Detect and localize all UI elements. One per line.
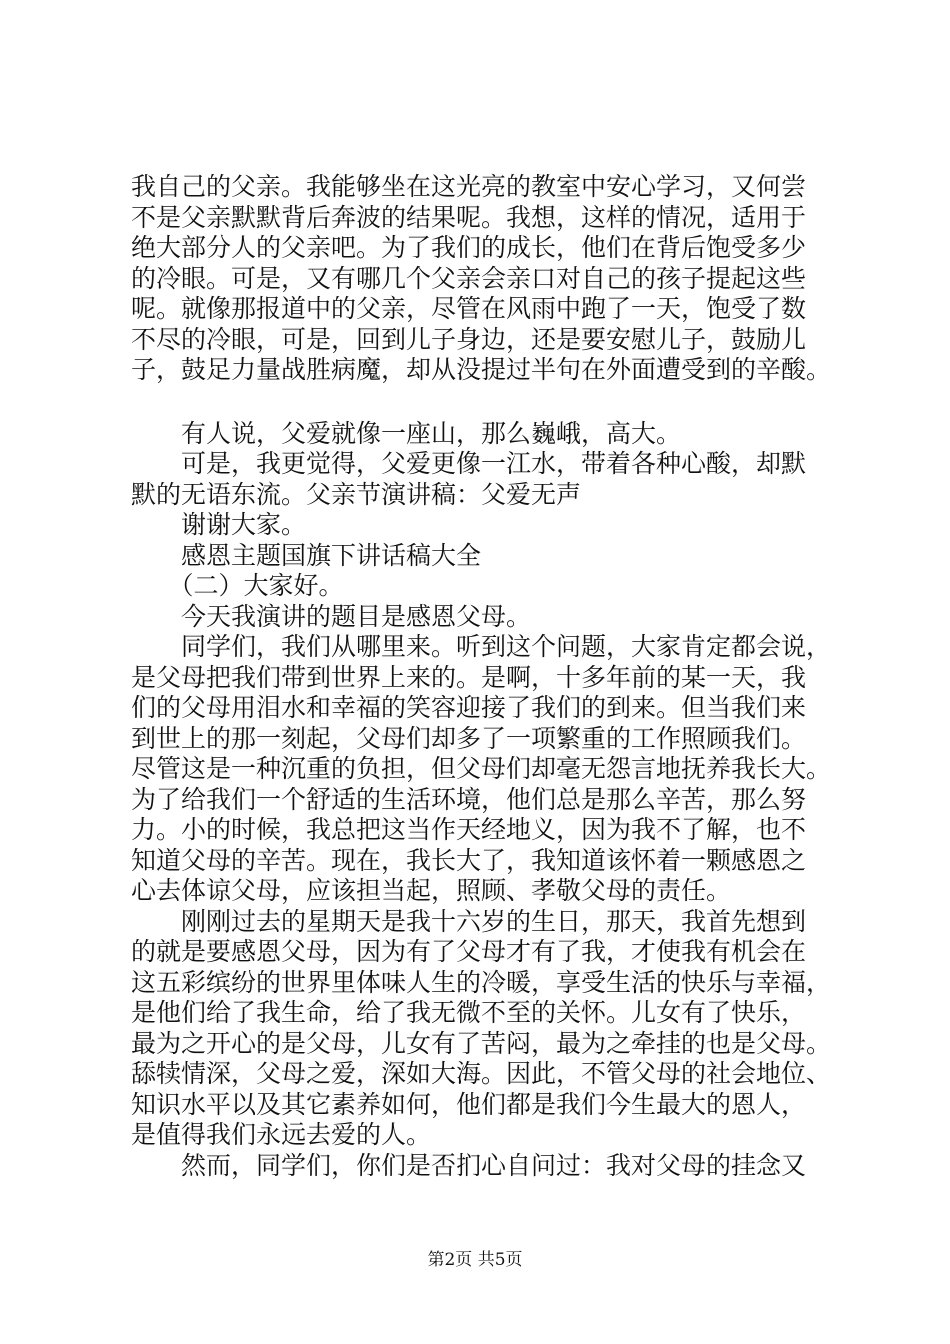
text-line: 刚刚过去的星期天是我十六岁的生日，那天，我首先想到	[131, 906, 807, 936]
text-line: 是父母把我们带到世界上来的。是啊，十多年前的某一天，我	[131, 662, 807, 692]
text-line: 知识水平以及其它素养如何，他们都是我们今生最大的恩人，	[131, 1089, 807, 1119]
text-line: 默的无语东流。父亲节演讲稿：父爱无声	[131, 479, 582, 509]
text-line: （二）大家好。	[131, 571, 344, 600]
text-line: 绝大部分人的父亲吧。为了我们的成长，他们在背后饱受多少	[131, 233, 807, 262]
paragraph-gap	[131, 386, 851, 419]
text-line: 是值得我们永远去爱的人。	[131, 1120, 432, 1149]
text-line: 到世上的那一刻起，父母们却多了一项繁重的工作照顾我们。	[131, 723, 807, 753]
text-line: 有人说，父爱就像一座山，那么巍峨，高大。	[131, 418, 682, 448]
text-line: 不是父亲默默背后奔波的结果呢。我想，这样的情况，适用于	[131, 202, 807, 232]
page-number-label: 第2页 共5页	[427, 1250, 523, 1270]
text-line: 为了给我们一个舒适的生活环境，他们总是那么辛苦，那么努	[131, 784, 807, 814]
text-line: 呢。就像那报道中的父亲，尽管在风雨中跑了一天，饱受了数	[131, 294, 807, 323]
text-line: 心去体谅父母，应该担当起，照顾、孝敬父母的责任。	[131, 876, 732, 905]
text-line: 的就是要感恩父母，因为有了父母才有了我，才使我有机会在	[131, 937, 807, 966]
text-line: 是他们给了我生命，给了我无微不至的关怀。儿女有了快乐，	[131, 998, 807, 1027]
text-line: 最为之开心的是父母，儿女有了苦闷，最为之牵挂的也是父母。	[131, 1028, 832, 1058]
text-line: 这五彩缤纷的世界里体味人生的冷暖，享受生活的快乐与幸福，	[131, 967, 832, 997]
text-line: 知道父母的辛苦。现在，我长大了，我知道该怀着一颗感恩之	[131, 845, 807, 875]
text-line: 可是，我更觉得，父爱更像一江水，带着各种心酸，却默	[131, 449, 807, 478]
document-body	[131, 172, 851, 1181]
text-line: 们的父母用泪水和幸福的笑容迎接了我们的到来。但当我们来	[131, 693, 807, 722]
text-line: 力。小的时候，我总把这当作天经地义，因为我不了解，也不	[131, 815, 807, 844]
text-line: 今天我演讲的题目是感恩父母。	[131, 601, 532, 631]
text-line: 舔犊情深，父母之爱，深如大海。因此，不管父母的社会地位、	[131, 1059, 832, 1088]
page-footer	[0, 1245, 950, 1270]
text-line: 谢谢大家。	[131, 510, 307, 539]
text-line: 尽管这是一种沉重的负担，但父母们却毫无怨言地抚养我长大。	[131, 754, 832, 783]
text-line: 感恩主题国旗下讲话稿大全	[131, 540, 482, 570]
text-line: 的冷眼。可是，又有哪几个父亲会亲口对自己的孩子提起这些	[131, 263, 807, 293]
text-line: 同学们，我们从哪里来。听到这个问题，大家肯定都会说，	[131, 632, 832, 661]
text-line: 然而，同学们，你们是否扪心自问过：我对父母的挂念又	[131, 1150, 807, 1180]
text-line: 子，鼓足力量战胜病魔，却从没提过半句在外面遭受到的辛酸。	[131, 355, 832, 384]
text-line: 我自己的父亲。我能够坐在这光亮的教室中安心学习，又何尝	[131, 172, 807, 201]
text-line: 不尽的冷眼，可是，回到儿子身边，还是要安慰儿子，鼓励儿	[131, 324, 807, 354]
